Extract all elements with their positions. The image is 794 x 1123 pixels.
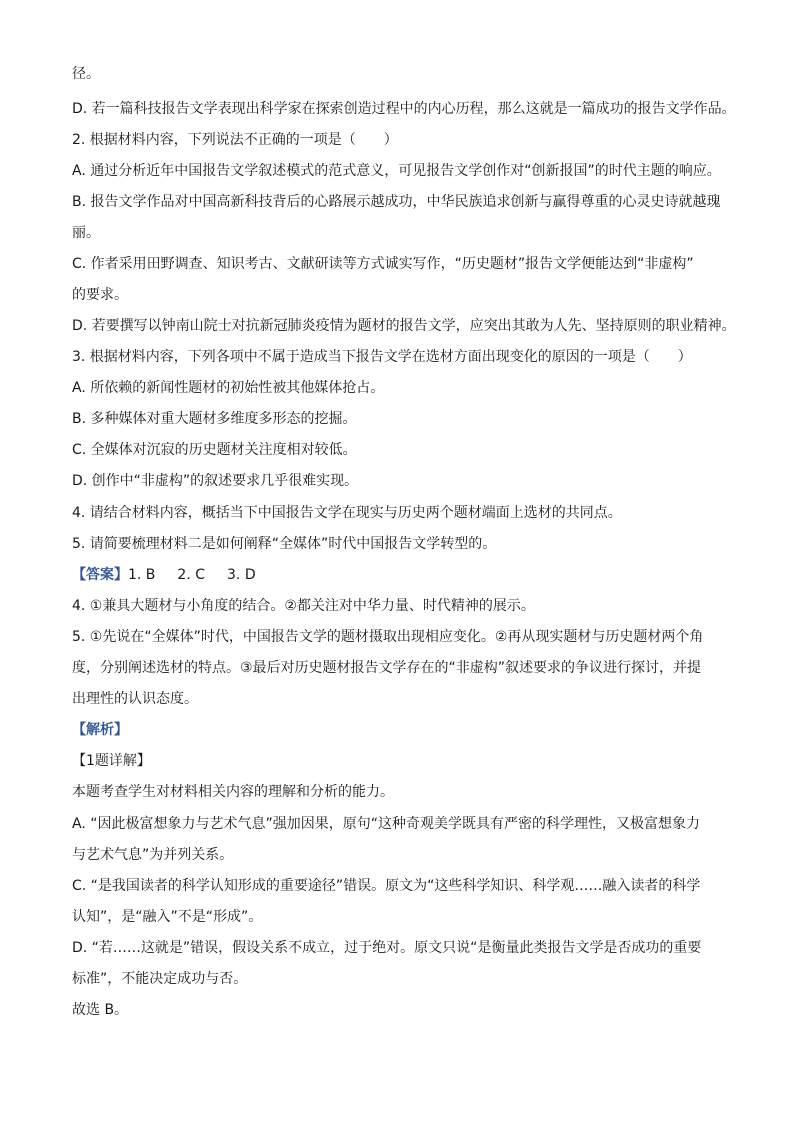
q5-stem: 5. 请简要梳理材料二是如何阐释“全媒体”时代中国报告文学转型的。 xyxy=(72,536,497,552)
q3-option-b: B. 多种媒体对重大题材多维度多形态的挖掘。 xyxy=(72,411,357,427)
answer-4: 4. ①兼具大题材与小角度的结合。②都关注对中华力量、时代精神的展示。 xyxy=(72,598,535,614)
q2-option-b-cont: 丽。 xyxy=(72,225,100,241)
answer-2: 2. C xyxy=(177,567,206,583)
q2-option-c-cont: 的要求。 xyxy=(72,287,128,303)
answer-5-line-3: 出理性的认识态度。 xyxy=(72,691,198,707)
q2-option-c: C. 作者采用田野调查、知识考古、文献研读等方式诚实写作，“历史题材”报告文学便能达到“非虚构” xyxy=(72,256,694,272)
q2-option-a: A. 通过分析近年中国报告文学叙述模式的范式意义，可见报告文学创作对“创新报国”的时代主题的响应。 xyxy=(72,163,721,179)
analysis-conclusion: 故选 B。 xyxy=(72,1002,129,1018)
analysis-d-line-2: 标准”，不能决定成功与否。 xyxy=(72,971,248,987)
analysis-q1-label: 【1题详解】 xyxy=(72,753,151,769)
analysis-label: 【解析】 xyxy=(72,722,128,738)
q3-option-d: D. 创作中“非虚构”的叙述要求几乎很难实现。 xyxy=(72,473,359,489)
q2-stem: 2. 根据材料内容，下列说法不正确的一项是（ ） xyxy=(72,132,398,148)
answer-line xyxy=(72,565,256,585)
analysis-c-line-1: C. “是我国读者的科学认知形成的重要途径”错误。原文为“这些科学知识、科学观……融入读者的科学 xyxy=(72,878,701,894)
q2-option-b: B. 报告文学作品对中国高新科技背后的心路展示越成功，中华民族追求创新与赢得尊重的心灵史诗就越瑰 xyxy=(72,194,721,210)
q1-tail-line: 径。 xyxy=(72,66,100,82)
q3-option-c: C. 全媒体对沉寂的历史题材关注度相对较低。 xyxy=(72,442,357,458)
q4-stem: 4. 请结合材料内容，概括当下中国报告文学在现实与历史两个题材端面上选材的共同点。 xyxy=(72,505,622,521)
q1-option-d: D. 若一篇科技报告文学表现出科学家在探索创造过程中的内心历程，那么这就是一篇成功的报告文学作品。 xyxy=(72,101,736,117)
answer-5-line-2: 度，分别阐述选材的特点。③最后对历史题材报告文学存在的“非虚构”叙述要求的争议进行探讨，并提 xyxy=(72,660,702,676)
q3-option-a: A. 所依赖的新闻性题材的初始性被其他媒体抢占。 xyxy=(72,380,385,396)
answer-label: 【答案】 xyxy=(72,567,128,583)
analysis-a-line-1: A. “因此极富想象力与艺术气息”强加因果，原句“这种奇观美学既具有严密的科学理性，又极富想象力 xyxy=(72,816,700,832)
analysis-a-line-2: 与艺术气息”为并列关系。 xyxy=(72,847,234,863)
answer-5-line-1: 5. ①先说在“全媒体”时代，中国报告文学的题材摄取出现相应变化。②再从现实题材与历史题材两个角 xyxy=(72,629,704,645)
q2-option-d: D. 若要撰写以钟南山院士对抗新冠肺炎疫情为题材的报告文学，应突出其敢为人先、坚持原则的职业精神。 xyxy=(72,318,736,334)
q3-stem: 3. 根据材料内容，下列各项中不属于造成当下报告文学在选材方面出现变化的原因的一项是（ ） xyxy=(72,349,692,365)
answer-3: 3. D xyxy=(227,567,256,583)
analysis-d-line-1: D. “若……这就是”错误，假设关系不成立，过于绝对。原文只说“是衡量此类报告文学是否成功的重要 xyxy=(72,940,702,956)
answer-1: 1. B xyxy=(128,567,156,583)
analysis-c-line-2: 认知”，是“融入”不是“形成”。 xyxy=(72,909,263,925)
analysis-intro: 本题考查学生对材料相关内容的理解和分析的能力。 xyxy=(72,784,394,800)
